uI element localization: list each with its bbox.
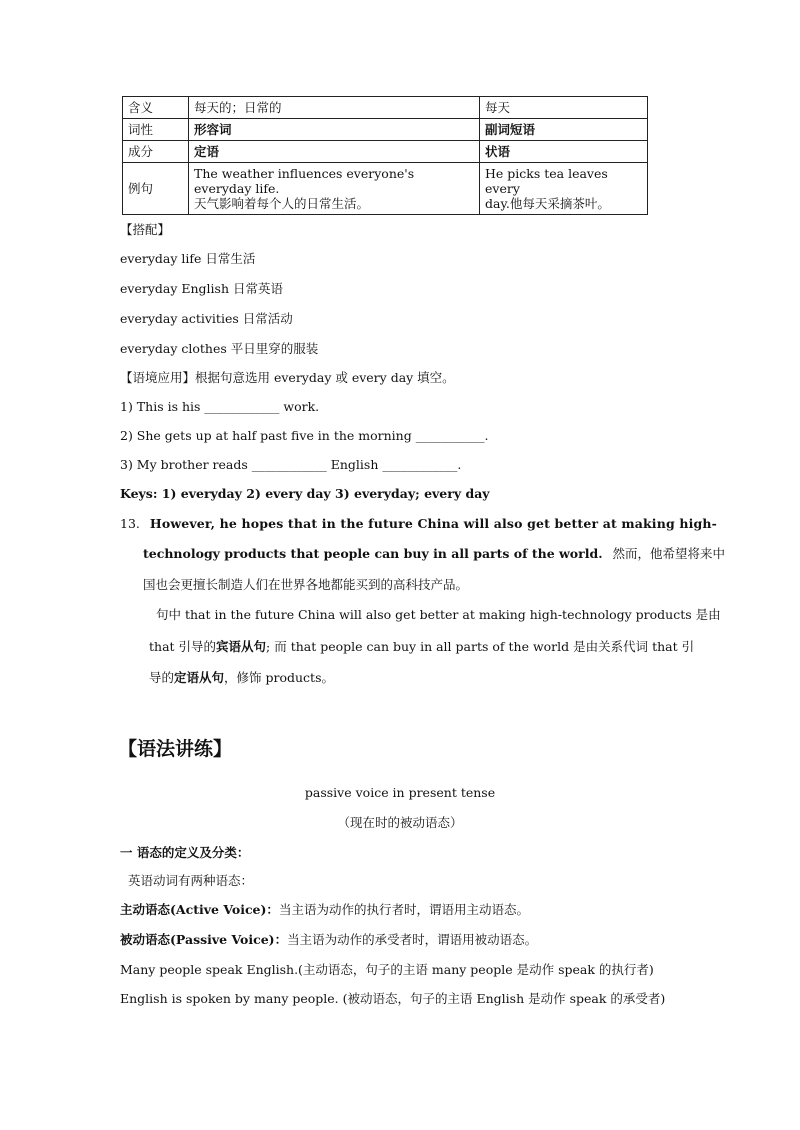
table-cell: 成分 — [123, 141, 189, 163]
item-13-line1 — [120, 516, 717, 532]
note-text: ; 而 that people can buy in all parts of the world 是由关系代词 that 引 — [266, 639, 695, 654]
passive-voice-text: 当主语为动作的承受者时，谓语用被动语态。 — [287, 932, 538, 947]
item-13-sentence-cont: technology products that people can buy in all parts of the world. — [143, 546, 603, 561]
active-voice-def — [120, 902, 529, 918]
comparison-table — [122, 96, 648, 215]
table-row — [123, 141, 648, 163]
table-cell: 含义 — [123, 97, 189, 119]
passive-voice-label: 被动语态(Passive Voice)： — [120, 932, 288, 947]
table-cell: 例句 — [123, 163, 189, 215]
section-heading: 一 语态的定义及分类： — [120, 845, 250, 860]
grammar-subtitle-cn: （现在时的被动语态） — [337, 815, 463, 830]
collocation-item: everyday clothes 平日里穿的服装 — [120, 341, 319, 356]
exercise-item: 1) This is his ____________ work. — [120, 399, 320, 414]
table-cell: 每天的；日常的 — [189, 97, 480, 119]
note-text: ，修饰 products。 — [224, 670, 334, 685]
active-voice-text: 当主语为动作的执行者时，谓语用主动语态。 — [278, 902, 529, 917]
passive-voice-def — [120, 932, 537, 948]
item-13-note-line3 — [149, 670, 334, 686]
object-clause-term: 宾语从句 — [216, 639, 267, 654]
item-number: 13. — [120, 516, 140, 531]
table-row — [123, 97, 648, 119]
attributive-clause-term: 定语从句 — [174, 670, 225, 685]
table-cell: 状语 — [480, 141, 648, 163]
table-cell: 每天 — [480, 97, 648, 119]
example-sentence: English is spoken by many people. (被动语态，句子的主语 English 是动作 speak 的承受者) — [120, 991, 666, 1006]
collocation-title: 【搭配】 — [120, 222, 171, 237]
table-row — [123, 119, 648, 141]
item-13-note: 句中 that in the future China will also get better at making high-technology products 是由 — [156, 607, 721, 622]
grammar-heading: 【语法讲练】 — [118, 738, 233, 760]
exercise-title: 【语境应用】根据句意选用 everyday 或 every day 填空。 — [120, 370, 455, 385]
note-text: that 引导的 — [149, 639, 217, 654]
grammar-subtitle: passive voice in present tense — [304, 785, 496, 800]
exercise-item: 2) She gets up at half past five in the morning ___________. — [120, 428, 489, 443]
note-text: 导的 — [149, 670, 175, 685]
table-cell: 定语 — [189, 141, 480, 163]
table-cell: 词性 — [123, 119, 189, 141]
exercise-item: 3) My brother reads ____________ English ____________. — [120, 457, 462, 472]
exercise-keys: Keys: 1) everyday 2) every day 3) everyday; every day — [120, 486, 490, 501]
item-13-line2 — [143, 546, 725, 562]
item-13-note-line2 — [149, 639, 694, 655]
collocation-item: everyday life 日常生活 — [120, 251, 256, 266]
example-sentence: Many people speak English.(主动语态，句子的主语 many people 是动作 speak 的执行者) — [120, 962, 654, 977]
item-13-translation: 然而，他希望将来中 — [612, 546, 726, 561]
table-cell: 副词短语 — [480, 119, 648, 141]
item-13-translation-cont: 国也会更擅长制造人们在世界各地都能买到的高科技产品。 — [143, 577, 469, 592]
active-voice-label: 主动语态(Active Voice)： — [120, 902, 279, 917]
collocation-item: everyday English 日常英语 — [120, 281, 283, 296]
intro-text: 英语动词有两种语态： — [128, 873, 254, 888]
table-cell: 形容词 — [189, 119, 480, 141]
table-row — [123, 163, 648, 215]
table-cell: He picks tea leaves every day.他每天采摘茶叶。 — [480, 163, 648, 215]
collocation-item: everyday activities 日常活动 — [120, 311, 293, 326]
table-cell: The weather influences everyone's everyday life. 天气影响着每个人的日常生活。 — [189, 163, 480, 215]
item-13-sentence: However, he hopes that in the future China will also get better at making high- — [149, 516, 717, 531]
